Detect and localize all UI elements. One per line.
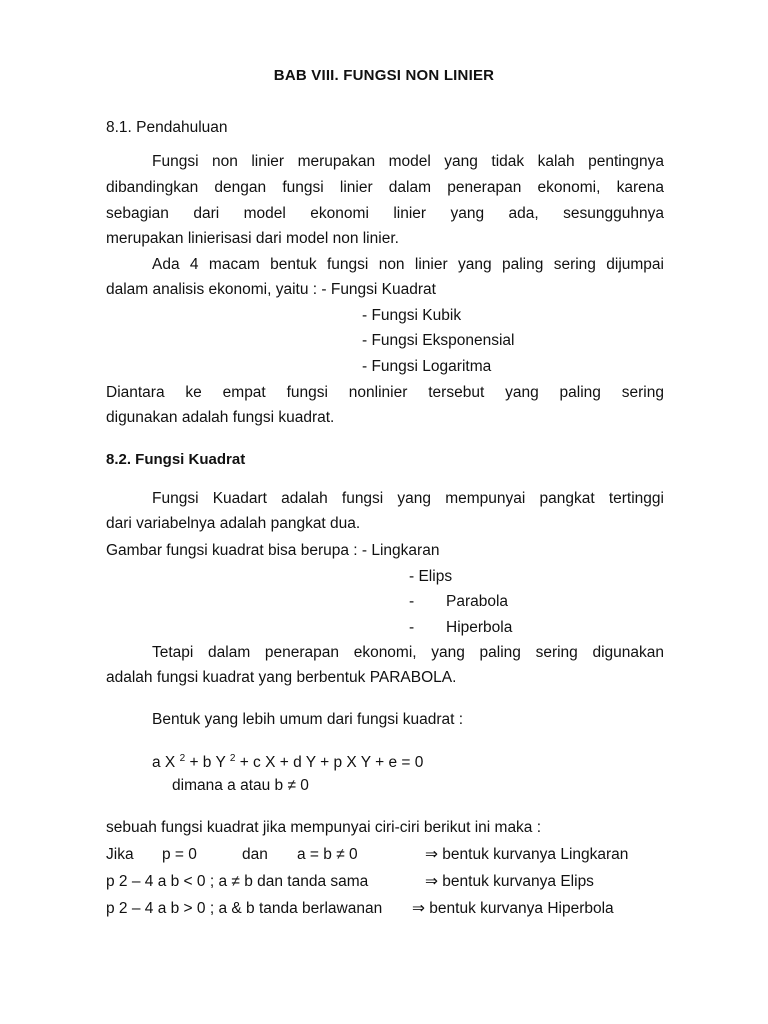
criteria-term: a = b ≠ 0: [297, 846, 358, 863]
paragraph-line: Fungsi Kuadart adalah fungsi yang mempunyai pangkat tertinggi: [152, 490, 664, 507]
list-dash: -: [409, 619, 415, 636]
section-heading-8-2: 8.2. Fungsi Kuadrat: [106, 451, 246, 468]
equation-term: a X: [152, 754, 180, 771]
criteria-condition: p 2 – 4 a b > 0 ; a & b tanda berlawanan: [106, 900, 383, 917]
section-heading-8-1: 8.1. Pendahuluan: [106, 119, 228, 136]
criteria-term: dan: [242, 846, 268, 863]
paragraph-line: dibandingkan dengan fungsi linier dalam penerapan ekonomi, karena: [106, 179, 664, 196]
exponent: 2: [229, 753, 236, 764]
equation-condition: dimana a atau b ≠ 0: [172, 777, 309, 794]
paragraph-line: adalah fungsi kuadrat yang berbentuk PARABOLA.: [106, 669, 457, 686]
paragraph-line: Ada 4 macam bentuk fungsi non linier yang paling sering dijumpai: [152, 256, 664, 273]
list-item: - Elips: [409, 568, 453, 585]
paragraph-line: sebuah fungsi kuadrat jika mempunyai ciri-ciri berikut ini maka :: [106, 819, 542, 836]
paragraph-line: Diantara ke empat fungsi nonlinier tersebut yang paling sering: [106, 384, 664, 401]
list-dash: -: [409, 593, 415, 610]
list-item: - Fungsi Logaritma: [362, 358, 492, 375]
paragraph-line: sebagian dari model ekonomi linier yang ada, sesungguhnya: [106, 205, 664, 222]
criteria-result: ⇒ bentuk kurvanya Lingkaran: [425, 846, 629, 863]
paragraph-line: Tetapi dalam penerapan ekonomi, yang paling sering digunakan: [152, 644, 664, 661]
criteria-term: Jika: [106, 846, 134, 863]
chapter-title: BAB VIII. FUNGSI NON LINIER: [273, 67, 495, 84]
paragraph-line: merupakan linierisasi dari model non linier.: [106, 230, 399, 247]
exponent: 2: [179, 753, 186, 764]
paragraph-line: dalam analisis ekonomi, yaitu : - Fungsi Kuadrat: [106, 281, 436, 298]
paragraph-line: Bentuk yang lebih umum dari fungsi kuadrat :: [152, 711, 464, 728]
criteria-result: ⇒ bentuk kurvanya Elips: [425, 873, 594, 890]
list-item: - Fungsi Eksponensial: [362, 332, 515, 349]
list-label: Parabola: [446, 593, 509, 610]
equation-term: + c X + d Y + p X Y + e = 0: [235, 754, 424, 771]
equation-term: + b Y: [185, 754, 230, 771]
criteria-term: p = 0: [162, 846, 197, 863]
quadratic-equation: [152, 749, 423, 773]
list-item: - Fungsi Kubik: [362, 307, 462, 324]
criteria-condition: p 2 – 4 a b < 0 ; a ≠ b dan tanda sama: [106, 873, 369, 890]
paragraph-line: Fungsi non linier merupakan model yang tidak kalah pentingnya: [152, 153, 664, 170]
criteria-result: ⇒ bentuk kurvanya Hiperbola: [412, 900, 614, 917]
list-label: Hiperbola: [446, 619, 513, 636]
paragraph-line: digunakan adalah fungsi kuadrat.: [106, 409, 335, 426]
paragraph-line: dari variabelnya adalah pangkat dua.: [106, 515, 361, 532]
paragraph-line: Gambar fungsi kuadrat bisa berupa : - Lingkaran: [106, 542, 440, 559]
